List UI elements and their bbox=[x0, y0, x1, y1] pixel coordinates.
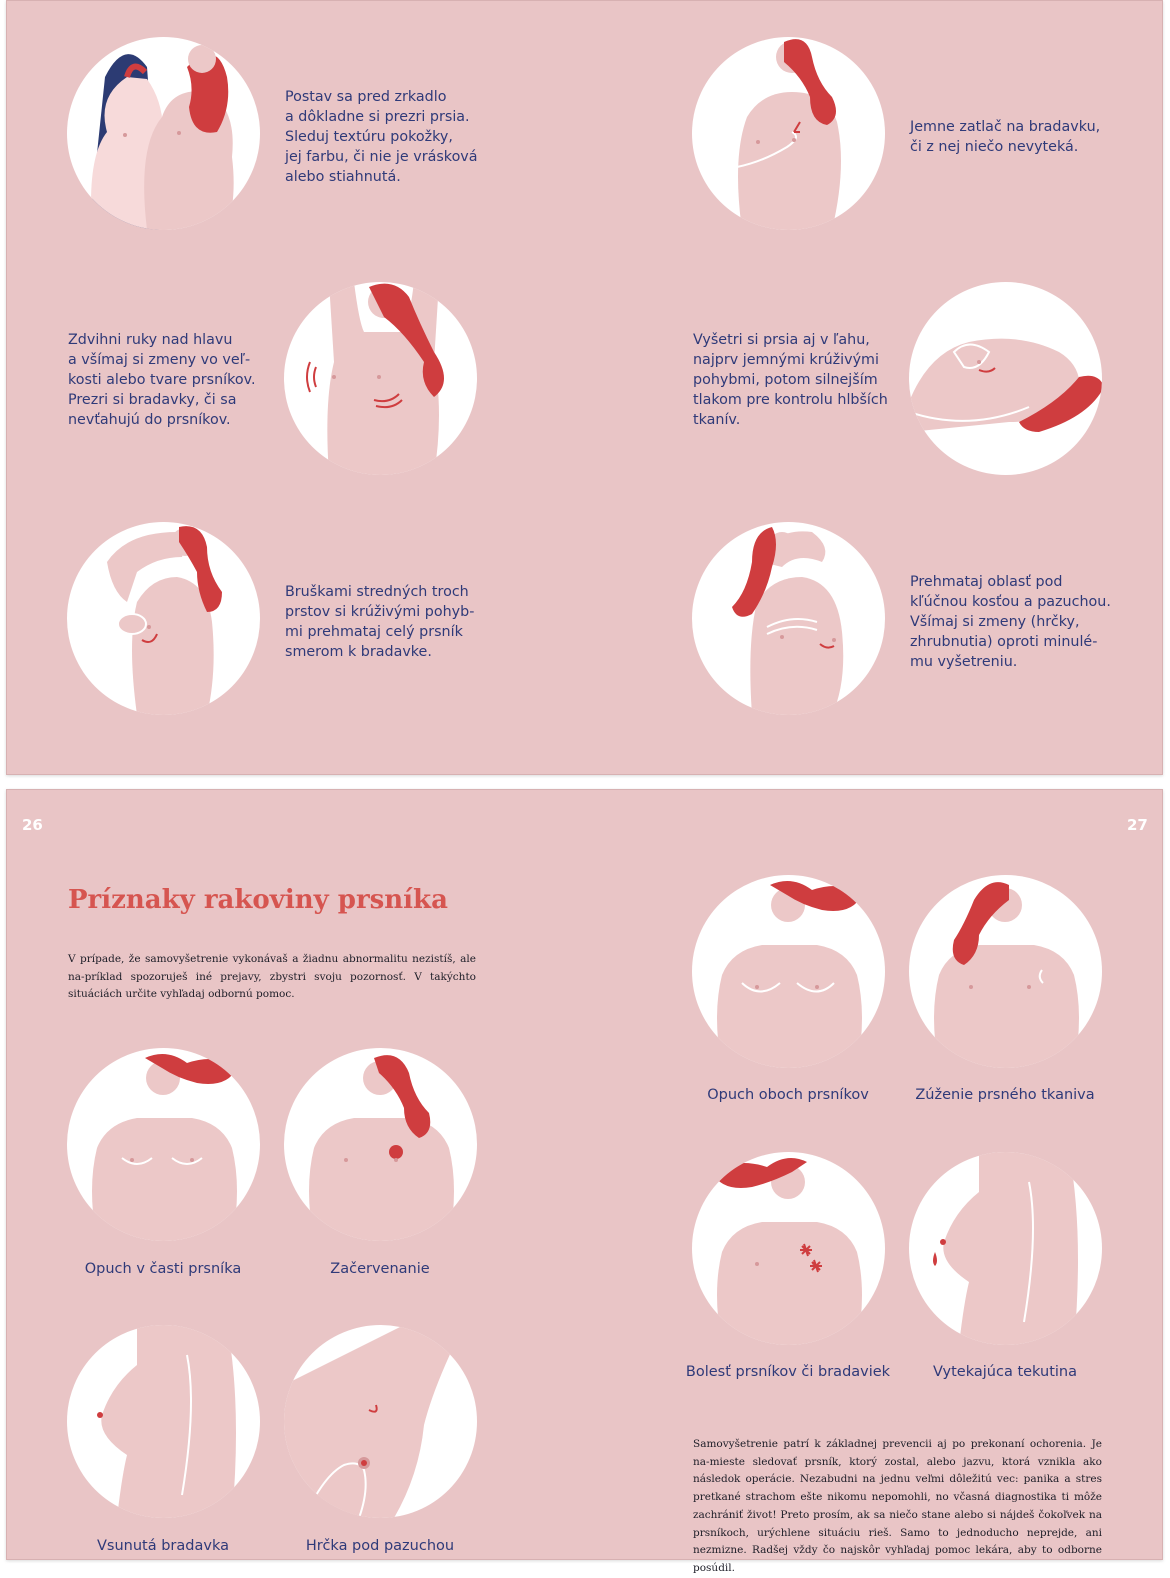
intro-paragraph: V prípade, že samovyšetrenie vykonávaš a žiadnu abnormalitu nezistíš, ale na-príklad spozoruješ iné prejavy, zbystri svoju pozornosť. V takýchto situáciách určite vyhľadaj odbornú pomoc. bbox=[68, 953, 476, 1001]
symptom-label-1: Opuch v časti prsníka bbox=[84, 1261, 242, 1277]
symptom-label-5: Opuch oboch prsníkov bbox=[707, 1087, 869, 1103]
step-palpation-text: Bruškami stredných troch prstov si krúživými pohyb- mi prehmataj celý prsník smerom k bradavke. bbox=[285, 584, 475, 660]
step-mirror-text: Postav sa pred zrkadlo a dôkladne si prezri prsia. Sleduj textúru pokožky, jej farbu, či nie je vrásková alebo stiahnutá. bbox=[285, 89, 478, 185]
mirror-self-exam-icon bbox=[67, 37, 260, 230]
symptom-label-6: Zúženie prsného tkaniva bbox=[915, 1087, 1095, 1103]
arms-raised-icon bbox=[284, 282, 477, 475]
partial-swelling-icon bbox=[67, 1048, 260, 1241]
both-swelling-icon bbox=[692, 875, 885, 1068]
closing-paragraph: Samovyšetrenie patrí k základnej prevencii aj po prekonaní ochorenia. Je na-mieste sledovať prsník, ktorý zostal, alebo jazvu, ktorá vznikla ako následok operácie. Nezabudni na jednu veľmi dôležitú vec: panika a stres pretkané strachom ešte nikomu nepomohli, no včasná diagnostika ti môže zachrániť život! Preto prosím, ak sa niečo stane alebo si nájdeš čokoľvek na prsníkoch, urýchlene situáciu rieš. Samo to jednoducho neprejde, ani nezmizne. Radšej vždy čo najskôr vyhľadaj pomoc lekára, aby to odborne posúdil. bbox=[693, 1438, 1102, 1574]
nipple-press-icon bbox=[692, 37, 885, 230]
redness-icon bbox=[284, 1048, 477, 1241]
discharge-icon bbox=[909, 1152, 1102, 1345]
lying-exam-icon bbox=[909, 282, 1102, 475]
page-title: Príznaky rakoviny prsníka bbox=[68, 885, 448, 915]
inverted-nipple-icon bbox=[67, 1325, 260, 1518]
circular-palpation-icon bbox=[67, 522, 260, 715]
step-armpit-text: Prehmataj oblasť pod kľúčnou kosťou a pazuchou. Všímaj si zmeny (hrčky, zhrubnutia) oproti minulé- mu vyšetreniu. bbox=[910, 574, 1111, 670]
symptom-label-2: Začervenanie bbox=[330, 1261, 430, 1277]
breast-pain-icon bbox=[692, 1152, 885, 1345]
step-arms-text: Zdvihni ruky nad hlavu a všímaj si zmeny vo veľ- kosti alebo tvare prsníkov. Prezri si bradavky, či sa nevťahujú do prsníkov. bbox=[68, 332, 256, 428]
step-nipple-text: Jemne zatlač na bradavku, či z nej niečo nevyteká. bbox=[910, 119, 1101, 155]
symptom-label-4: Hrčka pod pazuchou bbox=[305, 1538, 455, 1554]
page-number-right: 27 bbox=[1127, 816, 1148, 834]
armpit-lump-icon bbox=[284, 1325, 477, 1518]
step-lying-text: Vyšetri si prsia aj v ľahu, najprv jemnými krúživými pohybmi, potom silnejším tlakom pre kontrolu hlbších tkanív. bbox=[693, 332, 888, 428]
symptom-label-8: Vytekajúca tekutina bbox=[933, 1364, 1077, 1380]
tissue-narrowing-icon bbox=[909, 875, 1102, 1068]
armpit-palpation-icon bbox=[692, 522, 885, 715]
symptom-label-3: Vsunutá bradavka bbox=[97, 1538, 229, 1554]
symptom-label-7: Bolesť prsníkov či bradaviek bbox=[685, 1364, 891, 1380]
page-number-left: 26 bbox=[22, 816, 43, 834]
